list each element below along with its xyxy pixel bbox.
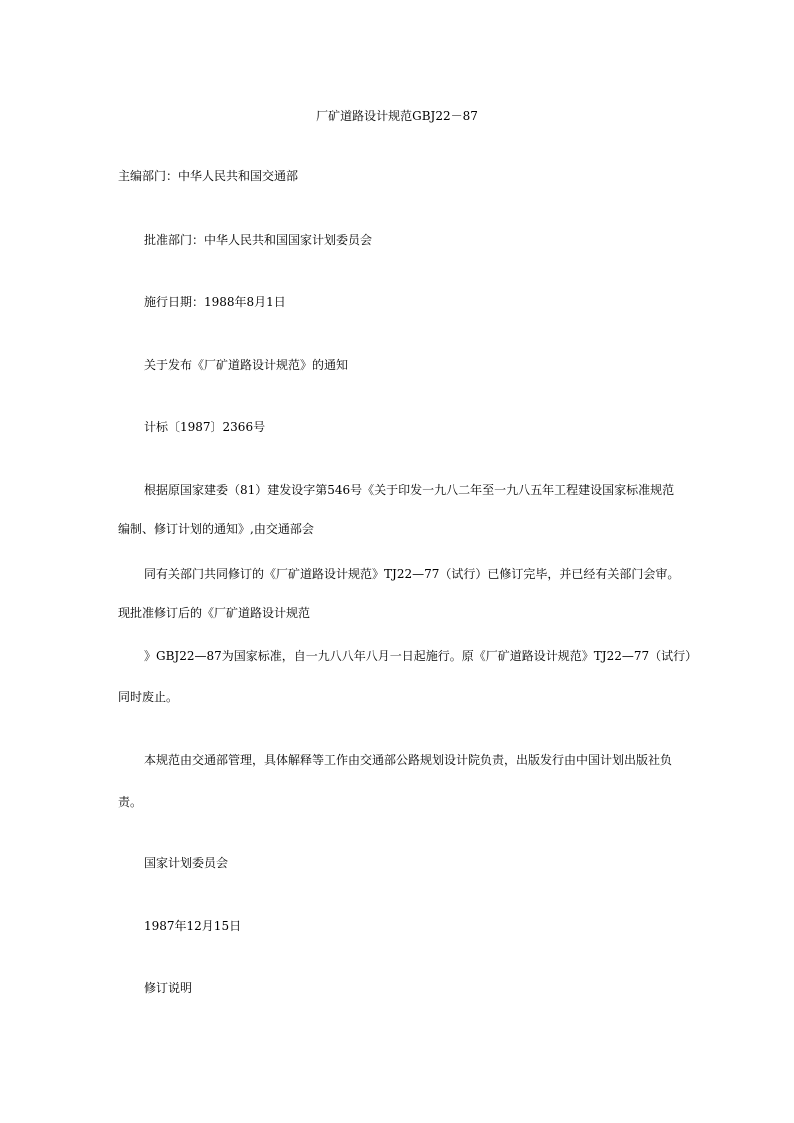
- sign-date: 1987年12月15日: [144, 919, 242, 933]
- signer: 国家计划委员会: [144, 856, 229, 870]
- paragraph-line: 》GBJ22—87为国家标准，自一九八八年八月一日起施行。原《厂矿道路设计规范》TJ22—77（试行）: [144, 649, 698, 663]
- paragraph-line: 编制、修订计划的通知》,由交通部会: [118, 522, 314, 536]
- paragraph-line: 同有关部门共同修订的《厂矿道路设计规范》TJ22—77（试行）已修订完毕，并已经有关部门会审。: [144, 567, 680, 581]
- approval-department: 批准部门：中华人民共和国国家计划委员会: [144, 233, 373, 247]
- notice-number: 计标〔1987〕2366号: [144, 420, 266, 434]
- paragraph-line: 本规范由交通部管理，具体解释等工作由交通部公路规划设计院负责，出版发行由中国计划出版社负: [144, 753, 673, 767]
- editor-department: 主编部门：中华人民共和国交通部: [118, 169, 299, 183]
- paragraph-line: 现批准修订后的《厂矿道路设计规范: [118, 606, 311, 620]
- paragraph-line: 根据原国家建委（81）建发设字第546号《关于印发一九八二年至一九八五年工程建设国家标准规范: [144, 483, 675, 497]
- document-title: 厂矿道路设计规范GBJ22－87: [316, 109, 478, 123]
- notice-title: 关于发布《厂矿道路设计规范》的通知: [144, 358, 349, 372]
- section-heading: 修订说明: [144, 981, 193, 995]
- paragraph-line: 同时废止。: [118, 690, 179, 704]
- effective-date: 施行日期：1988年8月1日: [144, 295, 286, 309]
- paragraph-line: 责。: [118, 795, 143, 809]
